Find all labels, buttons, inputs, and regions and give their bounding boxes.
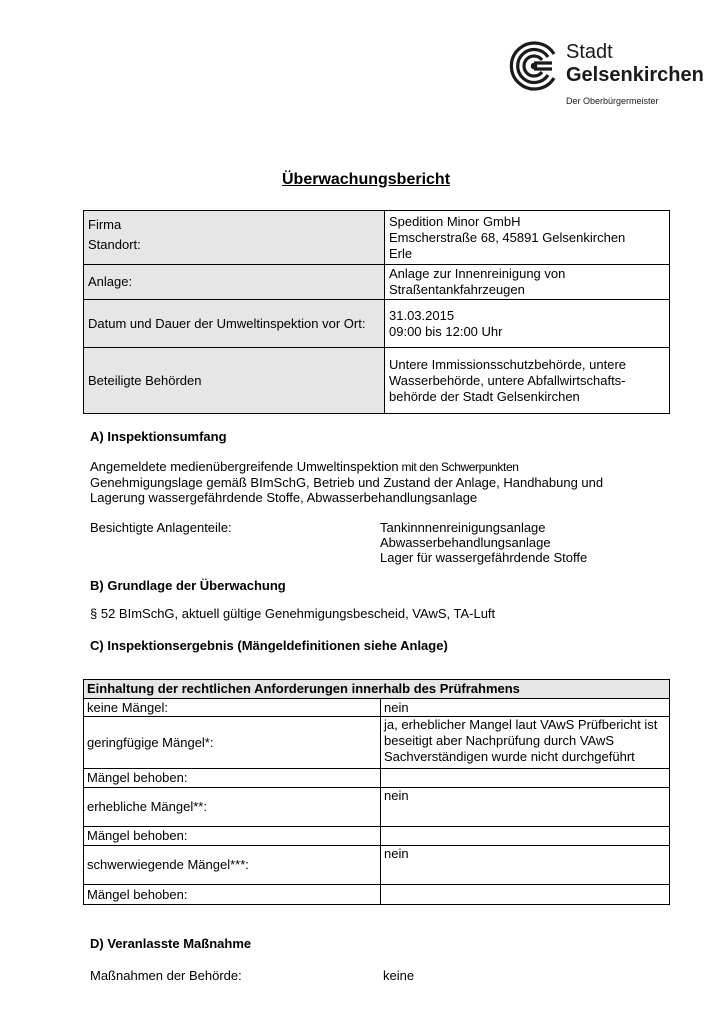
firma-district: Erle [389,245,413,261]
section-a-line-1b: mit den Schwerpunkten [398,460,519,474]
geringfuegige-line-3: Sachverständigen wurde nicht durchgeführt [384,749,635,764]
section-b-heading: B) Grundlage der Überwachung [90,578,286,593]
row-label-schwerwiegende: schwerwiegende Mängel***: [84,846,381,885]
section-a-line-1 [90,459,603,475]
section-b-text: § 52 BImSchG, aktuell gültige Genehmigungsbescheid, VAwS, TA-Luft [90,606,496,621]
table-row [84,827,670,846]
massnahmen-label: Maßnahmen der Behörde: [90,968,242,983]
firma-label-cell [84,211,385,265]
anlage-value-cell [385,265,670,300]
result-table-header: Einhaltung der rechtlichen Anforderungen innerhalb des Prüfrahmens [84,680,670,699]
row-label-erhebliche: erhebliche Mängel**: [84,788,381,827]
gelsenkirchen-logo-icon [508,40,560,92]
firma-name: Spedition Minor GmbH [389,213,521,229]
standort-label: Standort: [88,236,141,252]
section-d-heading: D) Veranlasste Maßnahme [90,936,252,951]
logo-text-mayor: Der Oberbürgermeister [566,96,659,106]
firma-address: Emscherstraße 68, 45891 Gelsenkirchen [389,229,626,245]
document-title: Überwachungsbericht [281,171,451,188]
row-value-behoben-1 [381,769,670,788]
besichtigte-label: Besichtigte Anlagenteile: [90,520,232,535]
row-value-behoben-2 [381,827,670,846]
firma-value-cell [385,211,670,265]
row-value-geringfuegige [381,717,670,769]
row-label-behoben-3: Mängel behoben: [84,885,381,905]
info-row-datum [84,300,670,348]
firma-label: Firma [88,216,122,232]
massnahmen-value: keine [383,968,415,983]
table-row [84,717,670,769]
row-value-schwerwiegende: nein [381,846,670,885]
table-row [84,699,670,717]
section-a-line-1a: Angemeldete medienübergreifende Umweltinspektion [90,459,399,474]
anlage-line-1: Anlage zur Innenreinigung von [389,266,566,281]
besichtigte-item-3: Lager für wassergefährdende Stoffe [380,550,588,565]
anlage-label: Anlage: [84,265,385,300]
datum-value-cell [385,300,670,348]
result-table [83,679,670,905]
logo-text-city: Gelsenkirchen [566,64,704,86]
city-logo [508,40,708,110]
datum-label: Datum und Dauer der Umweltinspektion vor Ort: [84,300,385,348]
besichtigte-item-1: Tankinnnenreinigungsanlage [380,520,546,535]
info-row-behoerden [84,348,670,414]
besichtigte-item-2: Abwasserbehandlungsanlage [380,535,551,550]
behoerden-line-3: behörde der Stadt Gelsenkirchen [389,388,580,404]
row-label-behoben-1: Mängel behoben: [84,769,381,788]
behoerden-label: Beteiligte Behörden [84,348,385,414]
row-label-geringfuegige: geringfügige Mängel*: [84,717,381,769]
row-value-keine-maengel: nein [381,699,670,717]
row-label-behoben-2: Mängel behoben: [84,827,381,846]
behoerden-line-2: Wasserbehörde, untere Abfallwirtschafts- [389,372,626,388]
section-a-paragraph [90,459,603,505]
geringfuegige-line-2: beseitigt aber Nachprüfung durch VAwS [384,733,615,748]
logo-text-stadt: Stadt [566,41,613,63]
table-row [84,788,670,827]
table-row [84,885,670,905]
datum-time: 09:00 bis 12:00 Uhr [389,323,503,339]
besichtigte-list [380,520,587,565]
section-a-line-2: Genehmigungslage gemäß BImSchG, Betrieb und Zustand der Anlage, Handhabung und [90,475,604,490]
info-table [83,210,670,414]
geringfuegige-line-1: ja, erheblicher Mangel laut VAwS Prüfbericht ist [384,717,658,732]
table-row [84,846,670,885]
anlage-line-2: Straßentankfahrzeugen [389,282,525,297]
behoerden-line-1: Untere Immissionsschutzbehörde, untere [389,356,627,372]
behoerden-value-cell [385,348,670,414]
section-c-heading: C) Inspektionsergebnis (Mängeldefinitionen siehe Anlage) [90,638,448,653]
section-a-heading: A) Inspektionsumfang [90,429,227,444]
info-row-anlage [84,265,670,300]
section-a-line-3: Lagerung wassergefährdende Stoffe, Abwasserbehandlungsanlage [90,490,478,505]
row-value-erhebliche: nein [381,788,670,827]
row-label-keine-maengel: keine Mängel: [84,699,381,717]
info-row-firma [84,211,670,265]
datum-date: 31.03.2015 [389,307,455,323]
row-value-behoben-3 [381,885,670,905]
result-table-header-row [84,680,670,699]
table-row [84,769,670,788]
